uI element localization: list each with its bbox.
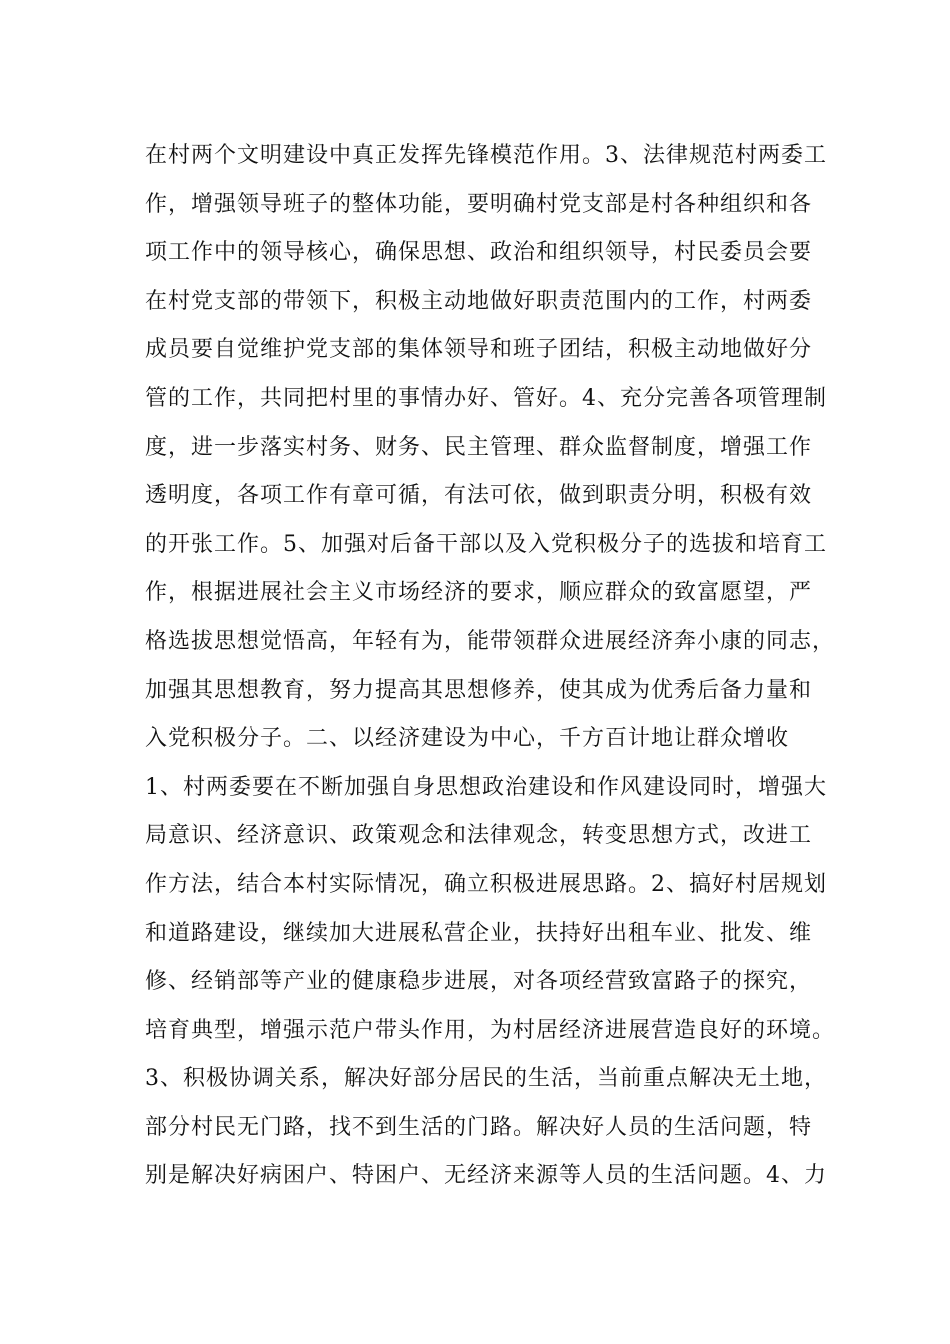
text-line-21: 部分村民无门路，找不到生活的门路。解决好人员的生活问题，特 [145,1114,813,1140]
text-line-10: 作，根据进展社会主义市场经济的要求，顺应群众的致富愿望，严 [145,580,813,606]
text-line-9: 的开张工作。5、加强对后备干部以及入党积极分子的选拔和培育工 [145,531,827,557]
text-line-11: 格选拔思想觉悟高，年轻有为，能带领群众进展经济奔小康的同志， [145,628,836,654]
body-text [145,132,845,1201]
text-line-13: 入党积极分子。二、以经济建设为中心，千方百计地让群众增收 [145,726,790,752]
text-line-6: 管的工作，共同把村里的事情办好、管好。4、充分完善各项管理制 [145,385,827,411]
text-line-20: 3、积极协调关系，解决好部分居民的生活，当前重点解决无土地， [145,1066,827,1092]
text-line-5: 成员要自觉维护党支部的集体领导和班子团结，积极主动地做好分 [145,337,813,363]
text-line-18: 修、经销部等产业的健康稳步进展，对各项经营致富路子的探究， [145,969,813,995]
text-line-7: 度，进一步落实村务、财务、民主管理、群众监督制度，增强工作 [145,434,813,460]
text-line-1: 在村两个文明建设中真正发挥先锋模范作用。3、法律规范村两委工 [145,143,827,168]
text-line-22: 别是解决好病困户、特困户、无经济来源等人员的生活问题。4、力 [145,1163,827,1189]
text-line-4: 在村党支部的带领下，积极主动地做好职责范围内的工作，村两委 [145,288,813,314]
text-line-14: 1、村两委要在不断加强自身思想政治建设和作风建设同时，增强大 [145,774,827,800]
text-line-2: 作，增强领导班子的整体功能，要明确村党支部是村各种组织和各 [145,191,813,217]
text-line-17: 和道路建设，继续加大进展私营企业，扶持好出租车业、批发、维 [145,920,813,946]
text-line-15: 局意识、经济意识、政策观念和法律观念，转变思想方式，改进工 [145,823,813,849]
text-line-8: 透明度，各项工作有章可循，有法可依，做到职责分明，积极有效 [145,483,813,509]
text-line-19: 培育典型，增强示范户带头作用，为村居经济进展营造良好的环境。 [145,1017,836,1043]
text-line-16: 作方法，结合本村实际情况，确立积极进展思路。2、搞好村居规划 [145,871,827,897]
text-line-3: 项工作中的领导核心，确保思想、政治和组织领导，村民委员会要 [145,240,813,266]
text-line-12: 加强其思想教育，努力提高其思想修养，使其成为优秀后备力量和 [145,677,813,703]
